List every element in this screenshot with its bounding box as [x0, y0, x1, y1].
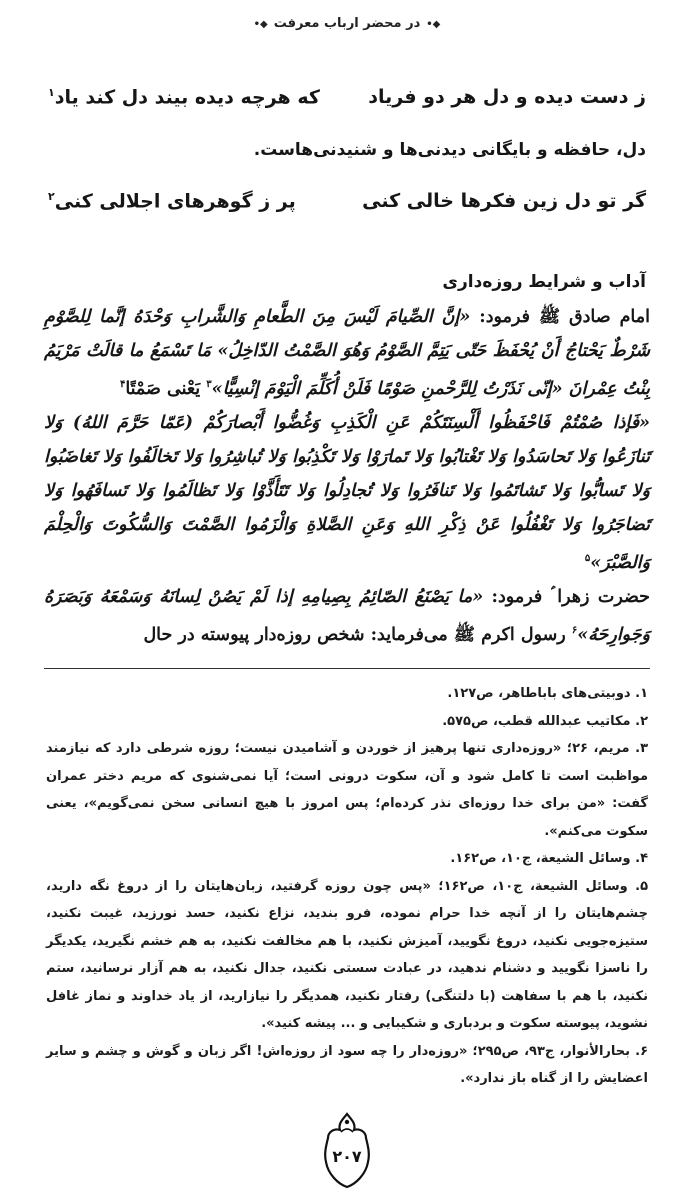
hadith-paragraph-2	[44, 406, 650, 580]
running-header	[0, 16, 694, 31]
footnote-1: ۱. دوبیتی‌های باباطاهر، ص۱۲۷.	[447, 686, 648, 701]
footnote-6: ۶. بحارالأنوار، ج۹۳، ص۲۹۵؛ «روزه‌دار را چه سود از روزه‌اش! اگر زبان و گوش و چشم و سایر اعضایش را از گناه باز ندارد».	[46, 1043, 648, 1086]
header-ornament-left: ◆•	[253, 19, 268, 30]
poem1-hemistich-1: ز دست دیده و دل هر دو فریاد	[368, 86, 646, 108]
hadith-quote-1: «إنَّ الصِّیامَ لَیْسَ مِنَ الطَّعامِ وَالشَّرابِ وَحْدَهُ إنَّما لِلصَّوْمِ شَرْطٌ یَحْتاجُ أَنْ یُحْفَظَ حَتّی یَتِمَّ الصَّوْمُ وَهُوَ الصَّمْتُ الدّاخِلُ» مَا تَسْمَعُ ما قالَتْ مَرْیَمُ بِنْتُ عِمْرانَ «إنّی نَذَرْتُ لِلرَّحْمنِ صَوْمًا فَلَنْ أُکَلِّمَ الْیَوْمَ إنْسِیًّا»	[44, 307, 650, 399]
hadith-quote-3: «ما یَصْنَعُ الصّائِمُ بِصِیامِهِ إذا لَمْ یَصُنْ لِسانَهُ وَسَمْعَهُ وَبَصَرَهُ وَجَوارِحَهُ»	[44, 586, 650, 645]
page-number-badge	[320, 1110, 374, 1190]
poem2-hemistich-2: پر ز گوهرهای اجلالی کنی$^۲$	[48, 190, 296, 213]
footnote-marker-4: ۴	[119, 379, 126, 390]
poem2-hemistich-1: گر تو دل زین فکرها خالی کنی	[362, 190, 646, 212]
hadith-quote-2: «فَإذا صُمْتُمْ فَاحْفَظُوا أَلْسِنَتَکُمْ عَنِ الْکَذِبِ وَغُضُّوا أَبْصارَکُمْ (عَمّا حَرَّمَ اللهُ) وَلا تَنازَعُوا وَلا تَحاسَدُوا وَلا تَغْتابُوا وَلا تَمارَوْا وَلا تَکْذِبُوا وَلا تُباشِرُوا وَلا تَخالَفُوا وَلا تَغاضَبُوا وَلا تَسابُّوا وَلا تَشاتَمُوا وَلا تَنافَرُوا وَلا تُجادِلُوا وَلا تَتَأَذَّوْا وَلا تَظالَمُوا وَلا تَسافَهُوا وَلا تَضاجَرُوا وَلا تَغْفُلُوا عَنْ ذِکْرِ اللهِ وَعَنِ الصَّلاةِ وَالْزَمُوا الصَّمْتَ وَالسُّکُوتَ وَالْحِلْمَ وَالصَّبْرَ»	[44, 412, 650, 573]
prose-line: دل، حافظه و بایگانی دیدنی‌ها و شنیدنی‌هاست.	[253, 140, 646, 160]
hadith-text-block	[44, 300, 650, 651]
footnotes-list	[46, 680, 648, 1093]
hadith-paragraph-1: امام صادق ﷺ فرمود: «إنَّ الصِّیامَ لَیْسَ مِنَ الطَّعامِ وَالشَّرابِ وَحْدَهُ إنَّما لِلصَّوْمِ شَرْطٌ یَحْتاجُ أَنْ یُحْفَظَ حَتّی یَتِمَّ الصَّوْمُ وَهُوَ الصَّمْتُ الدّاخِلُ» مَا تَسْمَعُ ما قالَتْ مَرْیَمُ بِنْتُ عِمْرانَ «إنّی نَذَرْتُ لِلرَّحْمنِ صَوْمًا فَلَنْ أُکَلِّمَ الْیَوْمَ إنْسِیًّا»$^۳$ یَعْنی صَمْتًا$^۴$	[44, 307, 650, 399]
footnote-marker-3: ۳	[206, 379, 212, 390]
footnote-marker-2: ۲	[48, 190, 55, 203]
footnote-marker-6: ۶	[571, 624, 578, 636]
page-number: ۲۰۷	[332, 1147, 362, 1166]
footnote-3: ۳. مریم، ۲۶؛ «روزه‌داری تنها پرهیز از خوردن و آشامیدن نیست؛ روزه شرطی دارد که نیازمند مواظبت است تا کامل شود و آن، سکوت درونی است؛ آیا نمی‌شنوی که مریم دختر عمران گفت: «من برای خدا روزه‌ای نذر کرده‌ام؛ پس امروز با هیچ انسانی سخن نمی‌گویم»، یعنی سکوت می‌کنم».	[46, 741, 649, 839]
section-heading: آداب و شرایط روزه‌داری	[442, 272, 646, 292]
footnote-marker-5: ۵	[584, 552, 591, 564]
footnote-marker-1: ۱	[48, 86, 55, 99]
poem1-hemistich-2: که هرچه دیده بیند دل کند یاد$^۱$	[48, 86, 320, 109]
footnote-4: ۴. وسائل الشیعة، ج۱۰، ص۱۶۲.	[450, 851, 648, 866]
footnote-5: ۵. وسائل الشیعة، ج۱۰، ص۱۶۲؛ «پس چون روزه گرفتید، زبان‌هایتان را از دروغ نگه دارید، چشم‌هایتان را از آنچه خدا حرام نموده، فرو بندید، نزاع نکنید، حسد نورزید، غیبت نکنید، ستیزه‌جویی نکنید، دروغ نگویید، آمیزش نکنید، با هم مخالفت نکنید، به هم خشم نگیرید، یکدیگر را ناسزا نگویید و دشنام ندهید، در عبادت سستی نکنید، جدال نکنید، به هم آزار نرسانید، ستم نکنید، با هم با سفاهت (با دلتنگی) رفتار نکنید، همدیگر را نیازارید، از یاد خداوند و نماز غافل نشوید، پیوسته سکوت و بردباری و شکیبایی و ... پیشه کنید».	[46, 878, 649, 1031]
footnote-2: ۲. مکاتیب عبدالله قطب، ص۵۷۵.	[442, 713, 648, 729]
footnote-divider	[44, 668, 650, 669]
hadith-paragraph-3: حضرت زهرا ؑ فرمود: «ما یَصْنَعُ الصّائِمُ بِصِیامِهِ إذا لَمْ یَصُنْ لِسانَهُ وَسَمْعَهُ وَبَصَرَهُ وَجَوارِحَهُ»$^۶$ رسول اکرم ﷺ می‌فرماید: شخص روزه‌دار پیوسته در حال	[44, 586, 650, 645]
header-ornament-right: ◆•	[426, 19, 441, 30]
running-title: در محضر ارباب معرفت	[273, 16, 421, 31]
